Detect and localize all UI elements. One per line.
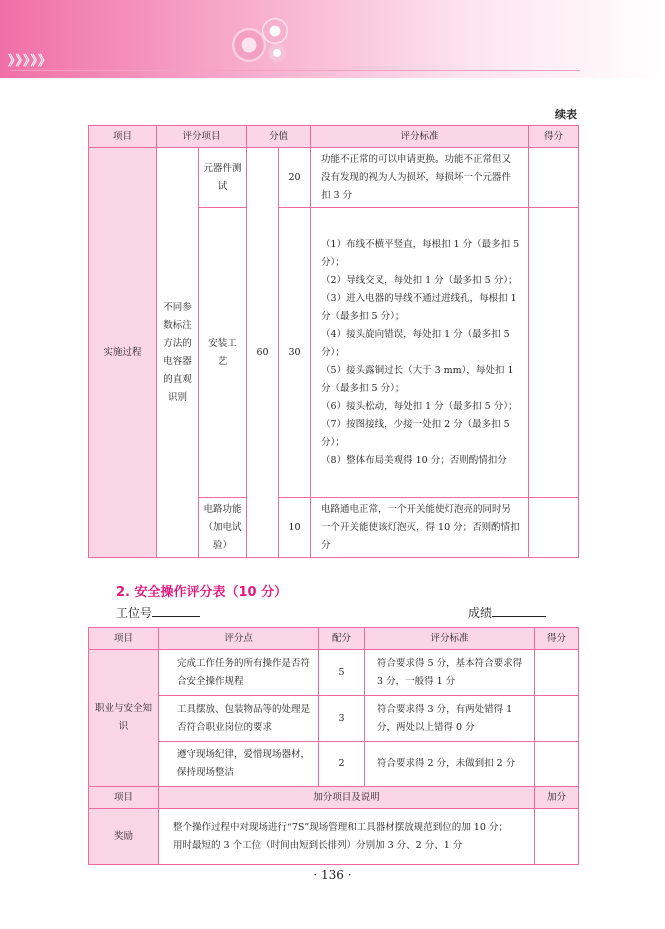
criteria-cell: 符合要求得 3 分，有两处错得 1 分，两处以上错得 0 分 xyxy=(365,696,535,742)
gear-icon xyxy=(262,18,288,44)
point-cell: 遵守现场纪律，爱惜现场器材，保持现场整洁 xyxy=(159,742,319,787)
section-title: 2. 安全操作评分表（10 分） xyxy=(116,585,288,600)
score-cell: 3 xyxy=(319,696,365,742)
chevrons-icon: 》》》》》 xyxy=(8,54,53,69)
point-cell: 完成工作任务的所有操作是否符合安全操作规程 xyxy=(159,650,319,696)
col-header-point: 评分点 xyxy=(159,628,319,650)
project-cell: 职业与安全知识 xyxy=(89,650,159,787)
score-cell: 10 xyxy=(279,498,311,558)
total-score-cell: 60 xyxy=(247,148,279,558)
criteria-cell: （1）布线不横平竖直，每根扣 1 分（最多扣 5 分）； （2）导线交叉，每处扣 1 分（最多扣 5 分）； （3）进入电器的导线不通过进线孔，每根扣 1 分（最多扣 5 分）； （4）接头旋向错误，每处扣 1 分（最多扣 5 分）； （5）接头露铜过长（大于 3 mm），每处扣 1 分（最多扣 5 分）； （6）接头松动，每处扣 1 分（最多扣 5 分）； （7）按图接线，少接一处扣 2 分（最多扣 5 分）； （8）整体布局美观得 10 分；否则酌情扣分 xyxy=(311,208,529,498)
gear-icon xyxy=(232,28,266,62)
category-cell: 不同参数标注方法的电容器的直观识别 xyxy=(157,148,199,558)
bonus-header-row xyxy=(89,787,579,809)
bonus-header-desc: 加分项目及说明 xyxy=(159,787,535,809)
item-cell: 元器件测试 xyxy=(199,148,247,208)
col-header-criteria: 评分标准 xyxy=(311,126,529,148)
table-row xyxy=(89,696,579,742)
grade-blank[interactable] xyxy=(492,605,546,617)
criteria-cell: 电路通电正常，一个开关能使灯泡亮的同时另一个开关能使该灯泡灭，得 10 分；否则酌情扣分 xyxy=(311,498,529,558)
col-header-project: 项目 xyxy=(89,628,159,650)
points-input-cell[interactable] xyxy=(535,696,579,742)
table-row xyxy=(89,148,579,208)
criteria-cell: 功能不正常的可以申请更换。功能不正常但又没有发现的视为人为损坏，每损坏一个元器件扣 3 分 xyxy=(311,148,529,208)
table-header-row xyxy=(89,126,579,148)
point-cell: 工具摆放、包装物品等的处理是否符合职业岗位的要求 xyxy=(159,696,319,742)
bonus-header-project: 项目 xyxy=(89,787,159,809)
gear-icon xyxy=(268,44,286,62)
col-header-score: 配分 xyxy=(319,628,365,650)
points-input-cell[interactable] xyxy=(529,148,579,208)
score-cell: 30 xyxy=(279,208,311,498)
station-blank[interactable] xyxy=(152,605,200,617)
scoring-table-continued xyxy=(88,125,579,558)
score-cell: 20 xyxy=(279,148,311,208)
score-cell: 5 xyxy=(319,650,365,696)
col-header-criteria: 评分标准 xyxy=(365,628,535,650)
col-header-points: 得分 xyxy=(535,628,579,650)
page-header-band xyxy=(0,0,665,78)
header-divider xyxy=(10,70,580,71)
table-row xyxy=(89,650,579,696)
col-header-item: 评分项目 xyxy=(157,126,247,148)
points-input-cell[interactable] xyxy=(535,650,579,696)
safety-scoring-table xyxy=(88,627,579,865)
station-field: 工位号 xyxy=(116,604,200,621)
bonus-row xyxy=(89,809,579,865)
bonus-project-cell: 奖励 xyxy=(89,809,159,865)
criteria-cell: 符合要求得 2 分，未做到扣 2 分 xyxy=(365,742,535,787)
points-input-cell[interactable] xyxy=(535,742,579,787)
item-cell: 安装工艺 xyxy=(199,208,247,498)
score-cell: 2 xyxy=(319,742,365,787)
col-header-project: 项目 xyxy=(89,126,157,148)
bonus-desc-cell: 整个操作过程中对现场进行“7S”现场管理和工具器材摆放规范到位的加 10 分； 用时最短的 3 个工位（时间由短到长排列）分别加 3 分、2 分、1 分 xyxy=(159,809,535,865)
criteria-cell: 符合要求得 5 分，基本符合要求得 3 分，一般得 1 分 xyxy=(365,650,535,696)
table-continued-caption: 续表 xyxy=(555,108,577,121)
col-header-points: 得分 xyxy=(529,126,579,148)
item-cell: 电路功能（加电试验） xyxy=(199,498,247,558)
table-row xyxy=(89,742,579,787)
bonus-header-score: 加分 xyxy=(535,787,579,809)
table-header-row xyxy=(89,628,579,650)
project-cell: 实施过程 xyxy=(89,148,157,558)
grade-field: 成绩 xyxy=(468,604,546,621)
points-input-cell[interactable] xyxy=(529,208,579,498)
col-header-score: 分值 xyxy=(247,126,311,148)
page-number: · 136 · xyxy=(313,868,352,882)
points-input-cell[interactable] xyxy=(529,498,579,558)
bonus-points-input-cell[interactable] xyxy=(535,809,579,865)
